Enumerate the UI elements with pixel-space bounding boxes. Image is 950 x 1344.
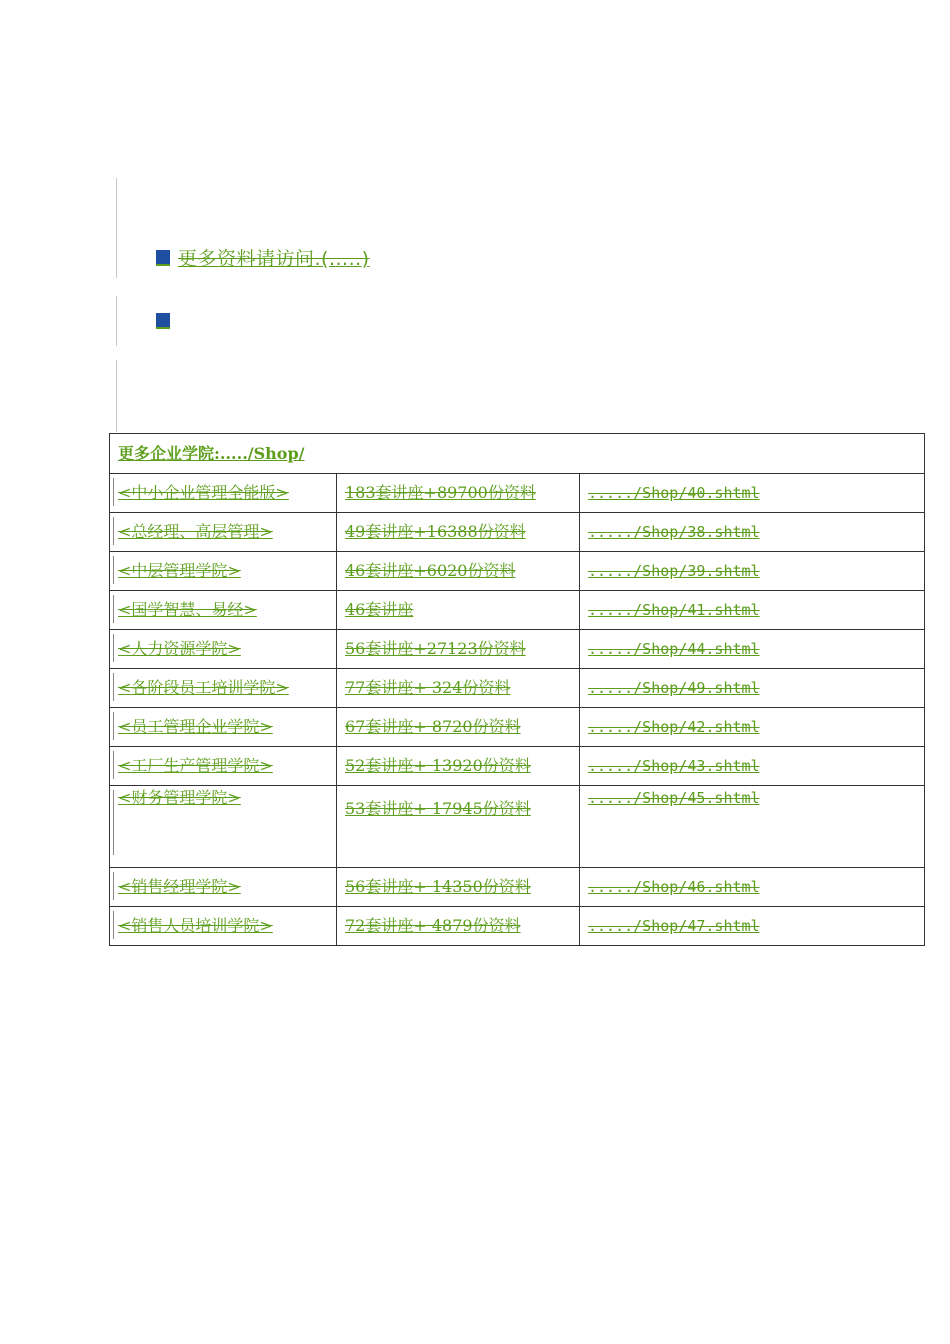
academy-content-cell (337, 708, 580, 747)
academy-name-cell (110, 747, 337, 786)
academy-url-cell (580, 708, 925, 747)
cell-marker (113, 790, 114, 855)
academy-content-cell (337, 868, 580, 907)
academy-name-link[interactable]: <中小企业管理全能版> (118, 483, 289, 502)
academy-content-cell (337, 669, 580, 708)
cell-marker (113, 751, 114, 779)
academy-content-cell (337, 747, 580, 786)
academy-url-link[interactable]: ...../Shop/44.shtml (588, 640, 760, 658)
margin-line-middle (116, 296, 117, 346)
cell-marker (113, 556, 114, 584)
academy-name-cell (110, 786, 337, 868)
table-row (110, 474, 925, 513)
academy-url-cell (580, 630, 925, 669)
academy-url-link[interactable]: ...../Shop/42.shtml (588, 718, 760, 736)
academy-name-cell (110, 513, 337, 552)
academy-content-link[interactable]: 46套讲座 (345, 600, 414, 619)
academy-name-link[interactable]: <中层管理学院> (118, 561, 241, 580)
academy-url-cell (580, 474, 925, 513)
academy-name-cell (110, 474, 337, 513)
academy-content-cell (337, 907, 580, 946)
table-header-row (110, 434, 925, 474)
cell-marker (113, 478, 114, 506)
academy-name-cell (110, 552, 337, 591)
academy-content-link[interactable]: 183套讲座+89700份资料 (345, 483, 536, 502)
cell-marker (113, 872, 114, 900)
more-info-link[interactable]: 更多资料请访问.(.....) (178, 248, 370, 270)
academy-url-cell (580, 786, 925, 868)
table-row (110, 552, 925, 591)
table-row (110, 708, 925, 747)
academy-content-link[interactable]: 72套讲座+ 4879份资料 (345, 916, 521, 935)
square-bullet-icon (156, 250, 170, 266)
table-row (110, 907, 925, 946)
academy-content-link[interactable]: 53套讲座+ 17945份资料 (345, 799, 531, 818)
academy-name-link[interactable]: <工厂生产管理学院> (118, 756, 273, 775)
academy-url-link[interactable]: ...../Shop/45.shtml (588, 789, 760, 807)
square-bullet-icon (156, 313, 170, 329)
academy-content-cell (337, 513, 580, 552)
bullet-item-more-info (156, 244, 370, 271)
bullet-item-empty (156, 313, 170, 329)
table-row (110, 868, 925, 907)
academy-url-link[interactable]: ...../Shop/43.shtml (588, 757, 760, 775)
academy-url-link[interactable]: ...../Shop/46.shtml (588, 878, 760, 896)
table-row (110, 786, 925, 868)
academy-url-cell (580, 907, 925, 946)
margin-line-bottom (116, 360, 117, 432)
academy-content-cell (337, 786, 580, 868)
academy-content-link[interactable]: 77套讲座+ 324份资料 (345, 678, 511, 697)
academy-url-cell (580, 552, 925, 591)
academy-url-cell (580, 669, 925, 708)
academy-content-link[interactable]: 52套讲座+ 13920份资料 (345, 756, 531, 775)
cell-marker (113, 712, 114, 740)
academy-name-link[interactable]: <人力资源学院> (118, 639, 241, 658)
table-row (110, 513, 925, 552)
academy-url-link[interactable]: ...../Shop/40.shtml (588, 484, 760, 502)
academy-name-link[interactable]: <总经理、高层管理> (118, 522, 273, 541)
margin-line-top (116, 178, 117, 278)
academy-url-cell (580, 868, 925, 907)
table-header-cell (110, 434, 925, 474)
academy-content-link[interactable]: 56套讲座+ 14350份资料 (345, 877, 531, 896)
academy-content-cell (337, 591, 580, 630)
academy-url-link[interactable]: ...../Shop/49.shtml (588, 679, 760, 697)
academy-content-link[interactable]: 67套讲座+ 8720份资料 (345, 717, 521, 736)
course-table (109, 433, 925, 946)
academy-name-cell (110, 591, 337, 630)
academy-url-cell (580, 513, 925, 552)
cell-marker (113, 595, 114, 623)
academy-content-cell (337, 552, 580, 591)
academy-url-cell (580, 591, 925, 630)
cell-marker (113, 517, 114, 545)
more-academies-link[interactable]: 更多企业学院:...../Shop/ (118, 443, 305, 463)
academy-content-link[interactable]: 56套讲座+27123份资料 (345, 639, 526, 658)
academy-name-cell (110, 868, 337, 907)
cell-marker (113, 634, 114, 662)
table-row (110, 669, 925, 708)
academy-url-link[interactable]: ...../Shop/39.shtml (588, 562, 760, 580)
academy-name-link[interactable]: <财务管理学院> (118, 788, 241, 807)
academy-name-link[interactable]: <国学智慧、易经> (118, 600, 257, 619)
academy-name-cell (110, 708, 337, 747)
academy-content-cell (337, 474, 580, 513)
academy-name-link[interactable]: <员工管理企业学院> (118, 717, 273, 736)
cell-marker (113, 673, 114, 701)
table-row (110, 630, 925, 669)
table-row (110, 591, 925, 630)
academy-name-link[interactable]: <销售经理学院> (118, 877, 241, 896)
academy-name-link[interactable]: <销售人员培训学院> (118, 916, 273, 935)
academy-name-cell (110, 630, 337, 669)
academy-content-cell (337, 630, 580, 669)
academy-url-link[interactable]: ...../Shop/41.shtml (588, 601, 760, 619)
academy-url-link[interactable]: ...../Shop/47.shtml (588, 917, 760, 935)
academy-name-link[interactable]: <各阶段员工培训学院> (118, 678, 289, 697)
academy-url-cell (580, 747, 925, 786)
table-row (110, 747, 925, 786)
academy-name-cell (110, 669, 337, 708)
cell-marker (113, 911, 114, 939)
academy-content-link[interactable]: 49套讲座+16388份资料 (345, 522, 526, 541)
academy-name-cell (110, 907, 337, 946)
academy-url-link[interactable]: ...../Shop/38.shtml (588, 523, 760, 541)
academy-content-link[interactable]: 46套讲座+6020份资料 (345, 561, 516, 580)
